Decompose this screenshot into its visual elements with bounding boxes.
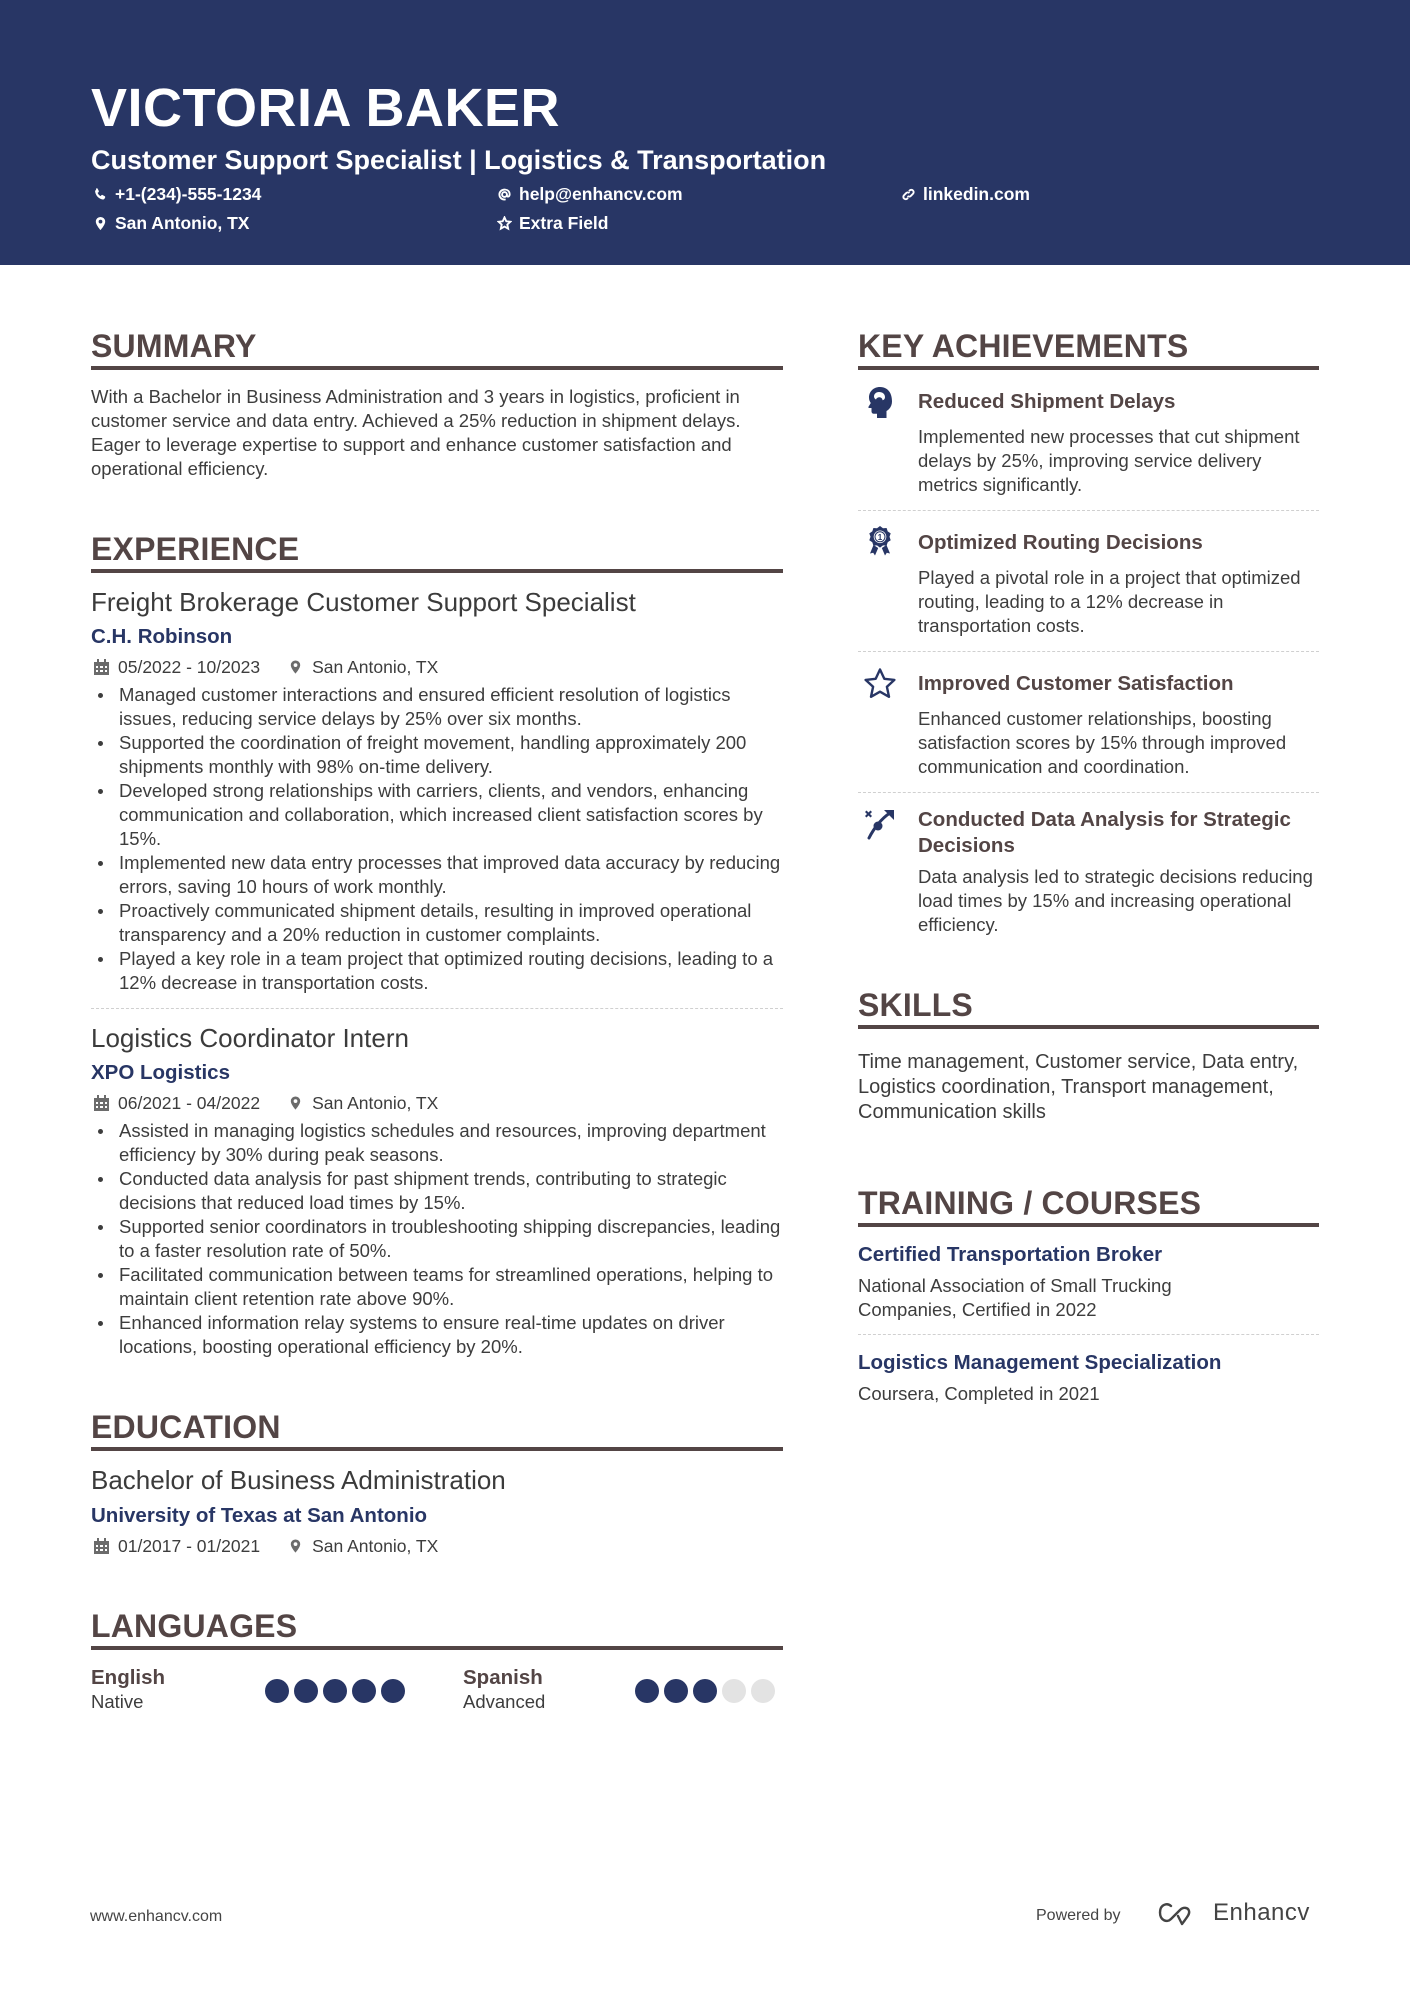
achievement-divider bbox=[858, 651, 1319, 652]
achievement-divider bbox=[858, 510, 1319, 511]
powered-by-label: Powered by bbox=[1036, 1907, 1121, 1924]
rating-dot-filled bbox=[352, 1679, 376, 1703]
location-pin-icon bbox=[288, 1538, 303, 1554]
calendar-icon bbox=[94, 659, 109, 675]
languages-heading: LANGUAGES bbox=[91, 1608, 298, 1644]
enhancv-brand-name: Enhancv bbox=[1213, 1899, 1310, 1926]
summary-heading: SUMMARY bbox=[91, 328, 257, 364]
job-title: Freight Brokerage Customer Support Specialist bbox=[91, 587, 636, 617]
job-bullets bbox=[91, 683, 791, 995]
training-rule bbox=[858, 1223, 1319, 1227]
skills-text: Time management, Customer service, Data entry, Logistics coordination, Transport management, Communication skills bbox=[858, 1051, 1299, 1123]
calendar-icon bbox=[94, 1538, 109, 1554]
rating-dot-filled bbox=[664, 1679, 688, 1703]
bullet-item: Facilitated communication between teams for streamlined operations, helping to maintain client retention rate above 90%. bbox=[91, 1263, 791, 1311]
phone-icon bbox=[93, 187, 108, 202]
bullet-item: Enhanced information relay systems to ensure real-time updates on driver locations, boosting operational efficiency by 20%. bbox=[91, 1311, 791, 1359]
link-icon bbox=[901, 187, 916, 202]
achievement-title: Improved Customer Satisfaction bbox=[918, 672, 1234, 695]
language-name: English bbox=[91, 1666, 166, 1689]
enhancv-logo-icon bbox=[1155, 1898, 1203, 1928]
education-rule bbox=[91, 1447, 783, 1451]
location-value: San Antonio, TX bbox=[115, 213, 250, 233]
award-ribbon-icon bbox=[862, 524, 898, 560]
strategy-icon bbox=[862, 806, 898, 842]
bullet-item: Conducted data analysis for past shipment trends, contributing to strategic decisions that reduced load times by 15%. bbox=[91, 1167, 791, 1215]
training-heading: TRAINING / COURSES bbox=[858, 1185, 1202, 1221]
language-name: Spanish bbox=[463, 1666, 543, 1689]
job-divider bbox=[91, 1008, 783, 1009]
skills-heading: SKILLS bbox=[858, 987, 973, 1023]
summary-text: With a Bachelor in Business Administration and 3 years in logistics, proficient in customer service and data entry. Achieved a 25% reduction in shipment delays. Eager to leverage expertise to support and enhance customer satisfaction and operational efficiency. bbox=[91, 386, 741, 479]
achievement-title: Optimized Routing Decisions bbox=[918, 531, 1203, 554]
location-pin-icon bbox=[288, 659, 303, 675]
rating-dot-empty bbox=[751, 1679, 775, 1703]
achievement-divider bbox=[858, 792, 1319, 793]
rating-dot-filled bbox=[635, 1679, 659, 1703]
extra-field-value: Extra Field bbox=[519, 213, 609, 233]
company-name: XPO Logistics bbox=[91, 1061, 230, 1084]
language-level: Advanced bbox=[463, 1691, 546, 1712]
achievement-title: Reduced Shipment Delays bbox=[918, 390, 1176, 413]
bullet-item: Assisted in managing logistics schedules and resources, improving department efficiency by 30% during peak seasons. bbox=[91, 1119, 791, 1167]
email-value: help@enhancv.com bbox=[519, 184, 683, 204]
education-dates: 01/2017 - 01/2021 bbox=[118, 1536, 261, 1556]
bullet-item: Proactively communicated shipment details, resulting in improved operational transparency and a 20% reduction in customer complaints. bbox=[91, 899, 791, 947]
skills-rule bbox=[858, 1025, 1319, 1029]
achievement-title: Conducted Data Analysis for Strategic Decisions bbox=[918, 808, 1291, 857]
bullet-item: Managed customer interactions and ensured efficient resolution of logistics issues, reducing service delays by 25% over six months. bbox=[91, 683, 791, 731]
rating-dot-filled bbox=[381, 1679, 405, 1703]
achievement-desc: Implemented new processes that cut shipment delays by 25%, improving service delivery metrics significantly. bbox=[918, 426, 1300, 495]
bullet-item: Developed strong relationships with carriers, clients, and vendors, enhancing communication and collaboration, which increased client satisfaction scores by 15%. bbox=[91, 779, 791, 851]
achievement-desc: Data analysis led to strategic decisions reducing load times by 15% and increasing operational efficiency. bbox=[918, 866, 1313, 935]
contact-extra-field bbox=[497, 212, 608, 234]
education-location: San Antonio, TX bbox=[312, 1536, 439, 1556]
degree-title: Bachelor of Business Administration bbox=[91, 1465, 506, 1495]
language-level: Native bbox=[91, 1691, 144, 1712]
language-rating bbox=[635, 1679, 775, 1703]
job-meta bbox=[94, 1092, 438, 1114]
achievements-rule bbox=[858, 366, 1319, 370]
job-bullets bbox=[91, 1119, 791, 1359]
job-dates: 06/2021 - 04/2022 bbox=[118, 1093, 261, 1113]
experience-heading: EXPERIENCE bbox=[91, 531, 300, 567]
bullet-item: Supported the coordination of freight movement, handling approximately 200 shipments monthly with 98% on-time delivery. bbox=[91, 731, 791, 779]
languages-rule bbox=[91, 1646, 783, 1650]
job-dates: 05/2022 - 10/2023 bbox=[118, 657, 261, 677]
bullet-item: Played a key role in a team project that optimized routing decisions, leading to a 12% decrease in transportation costs. bbox=[91, 947, 791, 995]
course-desc: Coursera, Completed in 2021 bbox=[858, 1383, 1100, 1404]
rating-dot-filled bbox=[294, 1679, 318, 1703]
course-desc: National Association of Small Trucking Companies, Certified in 2022 bbox=[858, 1275, 1172, 1320]
job-title: Logistics Coordinator Intern bbox=[91, 1023, 409, 1053]
location-pin-icon bbox=[288, 1095, 303, 1111]
star-outline-icon bbox=[862, 666, 898, 702]
bullet-item: Implemented new data entry processes that improved data accuracy by reducing errors, saving 10 hours of work monthly. bbox=[91, 851, 791, 899]
contact-location bbox=[93, 212, 249, 234]
head-icon bbox=[862, 384, 898, 420]
svg-text:1: 1 bbox=[877, 533, 883, 542]
rating-dot-filled bbox=[265, 1679, 289, 1703]
contact-email[interactable] bbox=[497, 183, 683, 205]
course-title: Certified Transportation Broker bbox=[858, 1243, 1163, 1266]
contact-phone[interactable] bbox=[93, 183, 261, 205]
calendar-icon bbox=[94, 1095, 109, 1111]
at-icon bbox=[497, 187, 512, 202]
experience-rule bbox=[91, 569, 783, 573]
education-heading: EDUCATION bbox=[91, 1409, 281, 1445]
job-location: San Antonio, TX bbox=[312, 657, 439, 677]
footer-url-link[interactable]: www.enhancv.com bbox=[90, 1908, 223, 1925]
achievement-desc: Enhanced customer relationships, boosting satisfaction scores by 15% through improved communication and coordination. bbox=[918, 708, 1287, 777]
candidate-headline: Customer Support Specialist | Logistics & Transportation bbox=[91, 145, 827, 175]
job-location: San Antonio, TX bbox=[312, 1093, 439, 1113]
achievements-heading: KEY ACHIEVEMENTS bbox=[858, 328, 1189, 364]
school-name: University of Texas at San Antonio bbox=[91, 1504, 428, 1527]
rating-dot-filled bbox=[323, 1679, 347, 1703]
job-meta bbox=[94, 656, 438, 678]
phone-value: +1-(234)-555-1234 bbox=[115, 184, 262, 204]
rating-dot-filled bbox=[693, 1679, 717, 1703]
star-icon bbox=[497, 216, 512, 231]
rating-dot-empty bbox=[722, 1679, 746, 1703]
linkedin-value: linkedin.com bbox=[923, 184, 1030, 204]
bullet-item: Supported senior coordinators in troubleshooting shipping discrepancies, leading to a faster resolution rate of 50%. bbox=[91, 1215, 791, 1263]
language-rating bbox=[265, 1679, 405, 1703]
course-title: Logistics Management Specialization bbox=[858, 1351, 1222, 1374]
education-meta bbox=[94, 1535, 438, 1557]
summary-rule bbox=[91, 366, 783, 370]
candidate-name: VICTORIA BAKER bbox=[91, 78, 561, 138]
contact-linkedin[interactable] bbox=[901, 183, 1030, 205]
course-divider bbox=[858, 1334, 1319, 1335]
achievement-desc: Played a pivotal role in a project that optimized routing, leading to a 12% decrease in transportation costs. bbox=[918, 567, 1301, 636]
enhancv-logo[interactable] bbox=[1155, 1898, 1310, 1928]
resume-header bbox=[0, 0, 1410, 265]
location-icon bbox=[93, 216, 108, 231]
company-name: C.H. Robinson bbox=[91, 625, 233, 648]
